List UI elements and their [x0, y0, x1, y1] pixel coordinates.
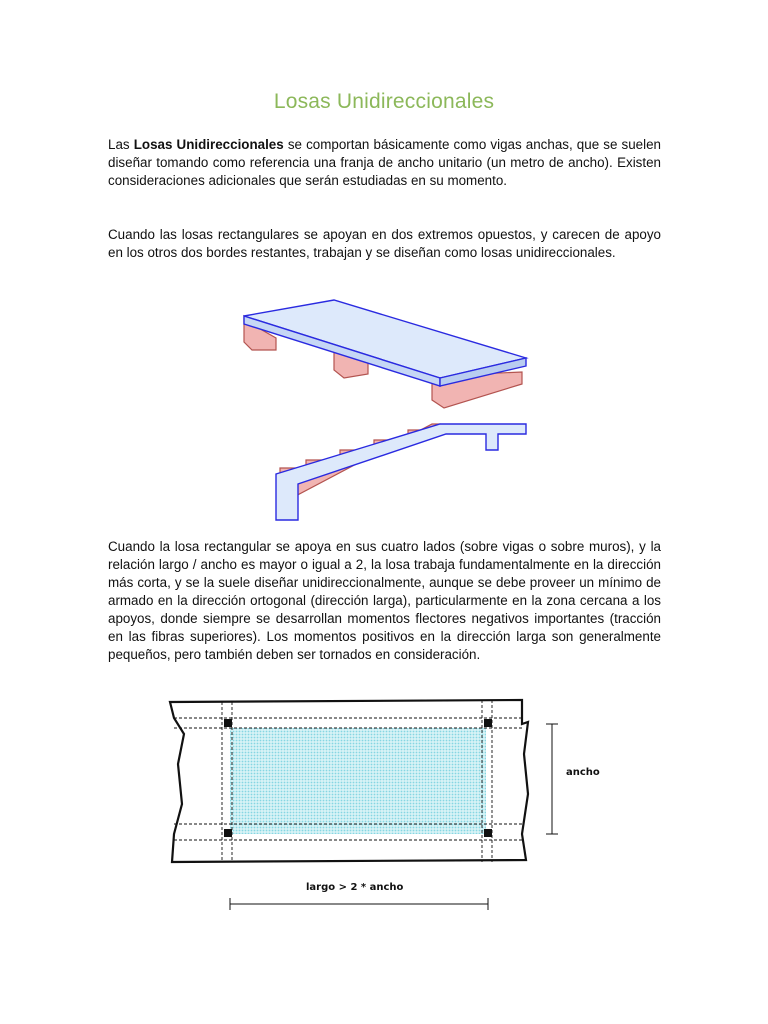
label-ancho: ancho	[566, 767, 600, 778]
slab-stair-figure	[240, 294, 530, 526]
column-top-left	[224, 719, 232, 727]
paragraph-intro-prefix: Las	[108, 137, 134, 152]
paragraph-intro-rest: se comportan básicamente como vigas anchas, que se suelen diseñar tomando como referencia una franja de ancho unitario (un metro de ancho). Existen consideraciones adicionales que serán estudiadas en su momento.	[108, 137, 661, 188]
column-bottom-right	[484, 829, 492, 837]
slab-area	[230, 728, 486, 834]
stair-section	[276, 424, 526, 520]
isometric-slab	[244, 300, 526, 408]
column-bottom-left	[224, 829, 232, 837]
paragraph-intro-bold: Losas Unidireccionales	[133, 137, 284, 152]
dimension-ancho	[546, 724, 558, 834]
paragraph-two-supports: Cuando las losas rectangulares se apoyan en dos extremos opuestos, y carecen de apoyo en los otros dos bordes restantes, trabajan y se diseñan como losas unidireccionales.	[108, 227, 661, 260]
paragraph-four-supports: Cuando la losa rectangular se apoya en sus cuatro lados (sobre vigas o sobre muros), y la relación largo / ancho es mayor o igual a 2, la losa trabaja fundamentalmente en la dirección más corta, y se la suele diseñar unidireccionalmente, aunque se debe proveer un mínimo de armado en la dirección ortogonal (dirección larga), particularmente en la zona cercana a los apoyos, donde siempre se desarrollan momentos flectores negativos importantes (tracción en las fibras superiores). Los momentos positivos en la dirección larga son generalmente pequeños, pero también deben ser tornados en consideración.	[108, 539, 661, 662]
paragraph-intro	[108, 136, 661, 190]
label-largo: largo > 2 * ancho	[306, 882, 404, 893]
page-title: Losas Unidireccionales	[273, 90, 495, 113]
dimension-largo	[230, 898, 488, 910]
stair-slab	[276, 424, 526, 520]
slab-plan-figure	[160, 694, 620, 914]
column-top-right	[484, 719, 492, 727]
